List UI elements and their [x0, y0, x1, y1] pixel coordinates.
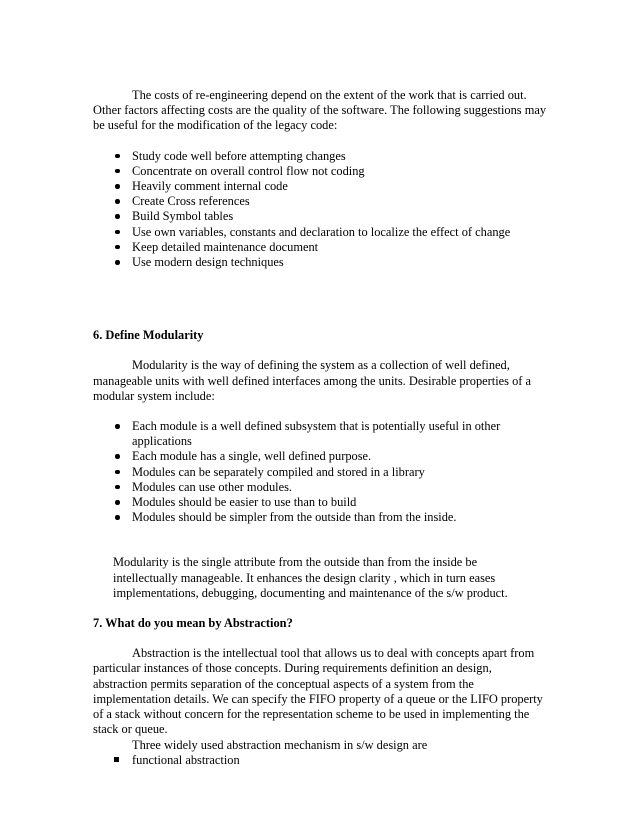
list-item: Use own variables, constants and declaration to localize the effect of change — [93, 225, 553, 240]
list-item: Heavily comment internal code — [93, 179, 553, 194]
modularity-paragraph: Modularity is the way of defining the system as a collection of well defined, manageable units with well defined interfaces among the units. Desirable properties of a modular system include: — [93, 358, 531, 403]
list-item: Build Symbol tables — [93, 209, 553, 224]
suggestions-list — [93, 149, 553, 271]
abstraction-paragraph: Abstraction is the intellectual tool that allows us to deal with concepts apart from particular instances of those concepts. During requirements definition an design, abstraction permits separation of the conceptual aspects of a system from the implementation details. We can specify the FIFO property of a queue or the LIFO property of a stack without concern for the representation scheme to be used in implementing the stack or queue. — [93, 646, 543, 737]
list-item: Create Cross references — [93, 194, 553, 209]
modularity-closing-paragraph: Modularity is the single attribute from the outside than from the inside be intellectually manageable. It enhances the design clarity , which in turn eases implementations, debugging, documenting and maintenance of the s/w product. — [113, 555, 508, 600]
list-item: Each module has a single, well defined purpose. — [93, 449, 523, 464]
document-page — [93, 88, 553, 768]
intro-paragraph: The costs of re-engineering depend on the extent of the work that is carried out. Other factors affecting costs are the quality of the software. The following suggestions may be useful for the modification of the legacy code: — [93, 88, 547, 133]
list-item: Each module is a well defined subsystem that is potentially useful in other applications — [93, 419, 523, 449]
list-item: Concentrate on overall control flow not coding — [93, 164, 553, 179]
list-item: functional abstraction — [93, 753, 553, 768]
list-item: Keep detailed maintenance document — [93, 240, 553, 255]
list-item: Use modern design techniques — [93, 255, 553, 270]
list-item: Modules can be separately compiled and stored in a library — [93, 465, 523, 480]
list-item: Modules should be easier to use than to build — [93, 495, 523, 510]
list-item: Study code well before attempting changes — [93, 149, 553, 164]
abstraction-mechanisms-list — [93, 753, 553, 768]
list-item: Modules can use other modules. — [93, 480, 523, 495]
list-item: Modules should be simpler from the outside than from the inside. — [93, 510, 523, 525]
section-heading-modularity: 6. Define Modularity — [93, 328, 204, 343]
modularity-properties-list — [93, 419, 523, 525]
abstraction-mechanisms-intro: Three widely used abstraction mechanism in s/w design are — [132, 737, 428, 752]
section-heading-abstraction: 7. What do you mean by Abstraction? — [93, 616, 293, 631]
